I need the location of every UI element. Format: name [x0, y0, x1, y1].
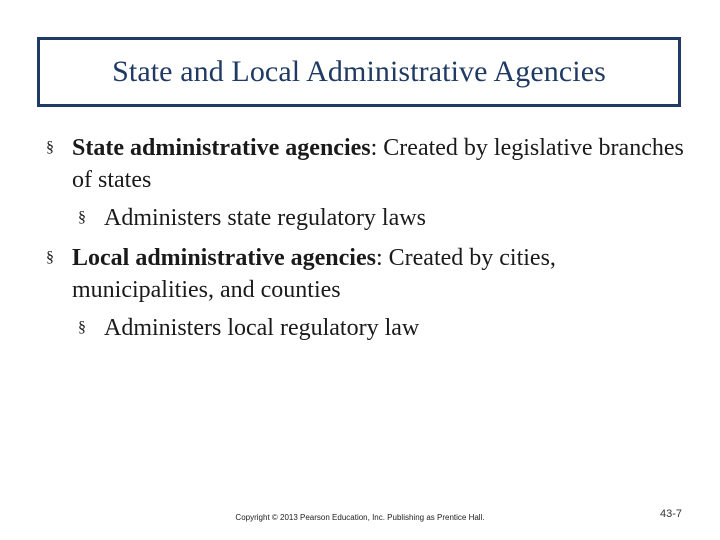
sub-bullet-marker: § [78, 319, 86, 336]
bullet-list [0, 132, 720, 352]
bullet-text: : Created by cities, municipalities, and counties [72, 245, 556, 303]
bullet-text: : Created by legislative branches of states [72, 135, 684, 193]
slide-title: State and Local Administrative Agencies [112, 55, 606, 88]
bullet-marker: § [46, 139, 54, 156]
bullet-state-agencies [0, 132, 720, 196]
sub-bullet-text: Administers local regulatory law [104, 315, 420, 341]
bullet-marker: § [46, 249, 54, 266]
sub-bullet-text: Administers state regulatory laws [104, 205, 426, 231]
bullet-term: State administrative agencies [72, 135, 371, 161]
footer-copyright [0, 513, 720, 522]
sub-bullet-local-law [0, 312, 720, 344]
copyright-text: Copyright © 2013 Pearson Education, Inc. Publishing as Prentice Hall. [235, 513, 485, 522]
title-box [37, 37, 681, 107]
bullet-term: Local administrative agencies [72, 245, 376, 271]
slide-number: 43-7 [659, 508, 682, 520]
sub-bullet-marker: § [78, 209, 86, 226]
bullet-local-agencies [0, 242, 720, 306]
sub-bullet-state-laws [0, 202, 720, 234]
